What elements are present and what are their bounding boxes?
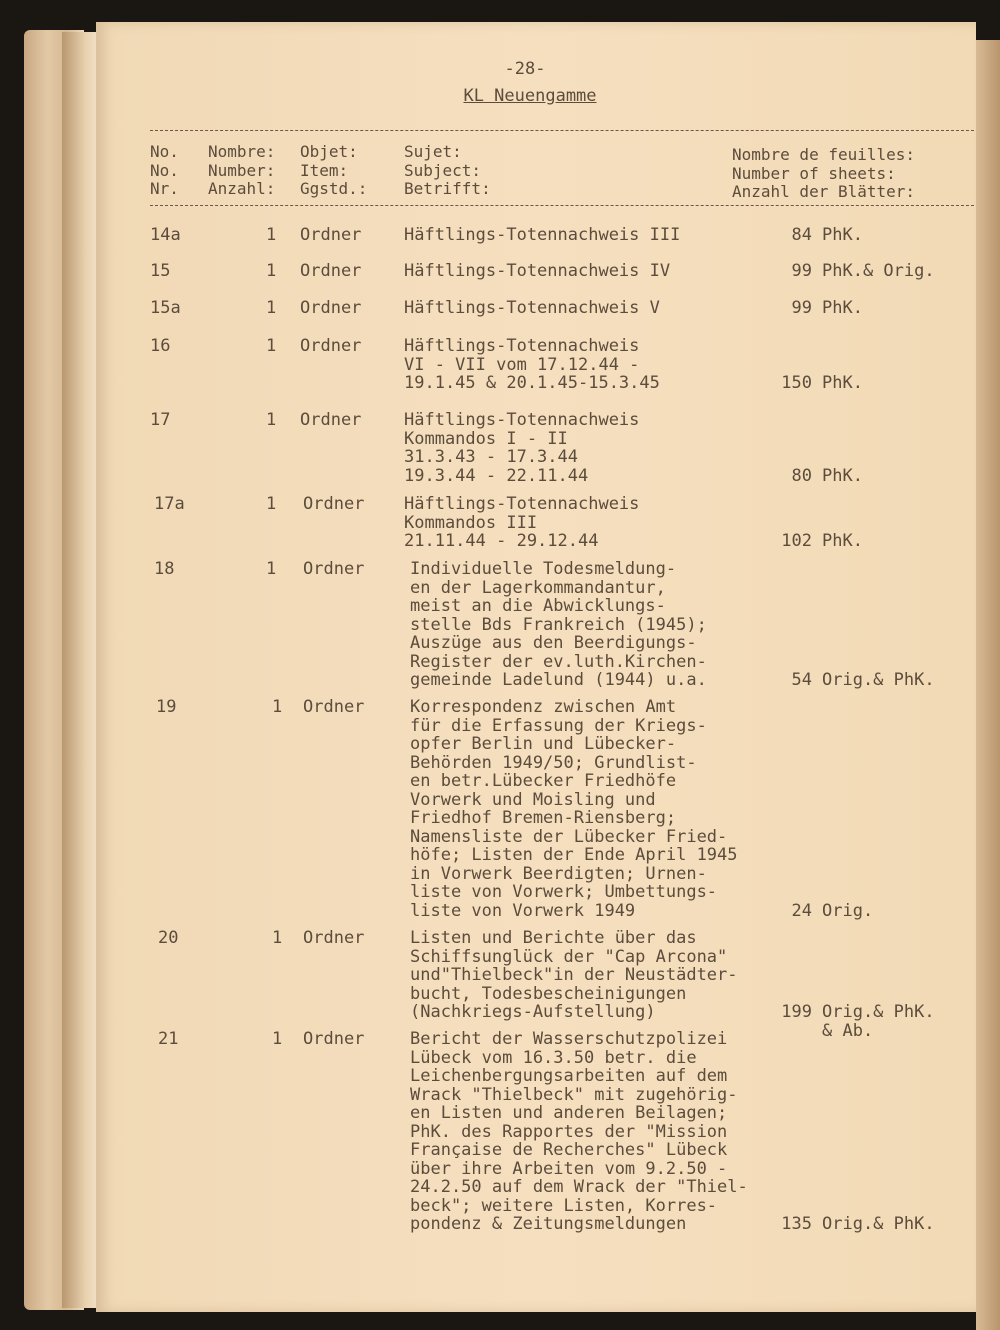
- row-subject: Häftlings-Totennachweis III: [404, 225, 681, 245]
- row-subject: Listen und Berichte über das Schiffsunglück der "Cap Arcona" und"Thielbeck"in der Neustädter- bucht, Todesbescheinigungen (Nachkriegs-Aufstellung): [410, 928, 738, 1022]
- row-subject: Korrespondenz zwischen Amt für die Erfassung der Kriegs- opfer Berlin und Lübecker- Behörden 1949/50; Grundlist- en betr.Lübecker Friedhöfe Vorwerk und Moisling und Friedhof Bremen-Riensberg; Namensliste der Lübecker Fried- höfe; Listen der Ende April 1945 in Vorwerk Beerdigten; Urnen- liste von Vorwerk; Umbettungs- liste von Vorwerk 1949: [410, 697, 738, 921]
- row-count: 1: [272, 1029, 283, 1049]
- row-item: Ordner: [300, 410, 362, 430]
- header-item-en: Item:: [300, 161, 349, 180]
- header-subject-en: Subject:: [404, 161, 482, 180]
- row-subject: Häftlings-Totennachweis Kommandos I - II 31.3.43 - 17.3.44 19.3.44 - 22.11.44: [404, 410, 640, 486]
- row-count: 1: [266, 559, 277, 579]
- row-item: Ordner: [300, 261, 362, 281]
- row-item: Ordner: [303, 697, 365, 717]
- row-subject: Häftlings-Totennachweis IV: [404, 261, 671, 281]
- header-sheets-de: Anzahl der Blätter:: [732, 182, 916, 201]
- row-copy-type: PhK.: [822, 298, 863, 318]
- row-sheet-count: 54: [791, 670, 812, 690]
- header-sheets-fr: Nombre de feuilles:: [732, 145, 916, 164]
- header-no-fr: No.: [150, 142, 179, 161]
- page-number: -28-: [504, 59, 546, 79]
- row-copy-type: Orig.& PhK. & Ab.: [822, 1002, 935, 1041]
- row-item: Ordner: [303, 1029, 365, 1049]
- row-sheet-count: 99: [791, 298, 812, 318]
- header-top-rule: [150, 130, 974, 131]
- row-subject: Häftlings-Totennachweis V: [404, 298, 660, 318]
- row-number: 21: [158, 1029, 179, 1049]
- row-sheet-count: 84: [791, 225, 812, 245]
- header-no-de: Nr.: [150, 179, 179, 198]
- row-sheet-count: 199: [781, 1002, 812, 1022]
- row-copy-type: Orig.: [822, 900, 874, 921]
- header-subject-fr: Sujet:: [404, 142, 462, 161]
- facing-page-edge: [976, 40, 1000, 1330]
- header-sheets-en: Number of sheets:: [732, 164, 896, 183]
- row-copy-type: PhK.: [822, 531, 863, 551]
- row-sheet-count: 99: [791, 261, 812, 281]
- row-sheet-count: 102: [781, 531, 812, 551]
- row-number: 19: [156, 697, 177, 717]
- row-item: Ordner: [300, 336, 362, 356]
- row-sheet-count: 80: [791, 465, 812, 486]
- row-number: 18: [154, 559, 175, 579]
- row-subject: Häftlings-Totennachweis VI - VII vom 17.12.44 - 19.1.45 & 20.1.45-15.3.45: [404, 336, 660, 393]
- row-count: 1: [272, 697, 283, 717]
- row-subject: Bericht der Wasserschutzpolizei Lübeck vom 16.3.50 betr. die Leichenbergungsarbeiten auf dem Wrack "Thielbeck" mit zugehörig- en Listen und anderen Beilagen; PhK. des Rapportes der "Mission Française de Recherches" Lübeck über ihre Arbeiten vom 9.2.50 - 24.2.50 auf dem Wrack der "Thiel- beck"; weitere Listen, Korres- pondenz & Zeitungsmeldungen: [410, 1029, 748, 1234]
- header-bottom-rule: [150, 205, 974, 206]
- header-item-de: Ggstd.:: [300, 179, 368, 198]
- row-subject: Häftlings-Totennachweis Kommandos III 21.11.44 - 29.12.44: [404, 494, 640, 551]
- row-count: 1: [266, 410, 277, 430]
- row-number: 15a: [150, 298, 181, 318]
- row-copy-type: PhK.: [822, 373, 863, 393]
- header-no-en: No.: [150, 161, 179, 180]
- row-item: Ordner: [303, 559, 365, 579]
- header-item-fr: Objet:: [300, 142, 358, 161]
- row-item: Ordner: [300, 225, 362, 245]
- row-copy-type: PhK.: [822, 225, 863, 245]
- row-copy-type: Orig.& PhK.: [822, 1214, 935, 1234]
- row-number: 20: [158, 928, 179, 948]
- row-sheet-count: 150: [781, 373, 812, 393]
- row-number: 17a: [154, 494, 185, 514]
- row-item: Ordner: [303, 494, 365, 514]
- row-count: 1: [266, 494, 277, 514]
- row-sheet-count: 24: [791, 900, 812, 921]
- row-sheet-count: 135: [781, 1214, 812, 1234]
- camp-title: KL Neuengamme: [463, 86, 597, 106]
- row-number: 14a: [150, 225, 181, 245]
- row-item: Ordner: [303, 928, 365, 948]
- header-subject-de: Betrifft:: [404, 179, 491, 198]
- row-count: 1: [266, 225, 277, 245]
- row-count: 1: [266, 336, 277, 356]
- row-number: 16: [150, 336, 171, 356]
- header-count-de: Anzahl:: [208, 179, 276, 198]
- header-count-fr: Nombre:: [208, 142, 276, 161]
- row-item: Ordner: [300, 298, 362, 318]
- row-count: 1: [266, 261, 277, 281]
- row-copy-type: PhK.& Orig.: [822, 261, 935, 281]
- row-number: 17: [150, 410, 171, 430]
- row-count: 1: [266, 298, 277, 318]
- row-copy-type: PhK.: [822, 465, 863, 486]
- row-count: 1: [272, 928, 283, 948]
- header-count-en: Number:: [208, 161, 276, 180]
- row-copy-type: Orig.& PhK.: [822, 670, 935, 690]
- row-subject: Individuelle Todesmeldung- en der Lagerkommandantur, meist an die Abwicklungs- stelle Bds Frankreich (1945); Auszüge aus den Beerdigungs- Register der ev.luth.Kirchen- gemeinde Ladelund (1944) u.a.: [410, 559, 707, 690]
- row-number: 15: [150, 261, 171, 281]
